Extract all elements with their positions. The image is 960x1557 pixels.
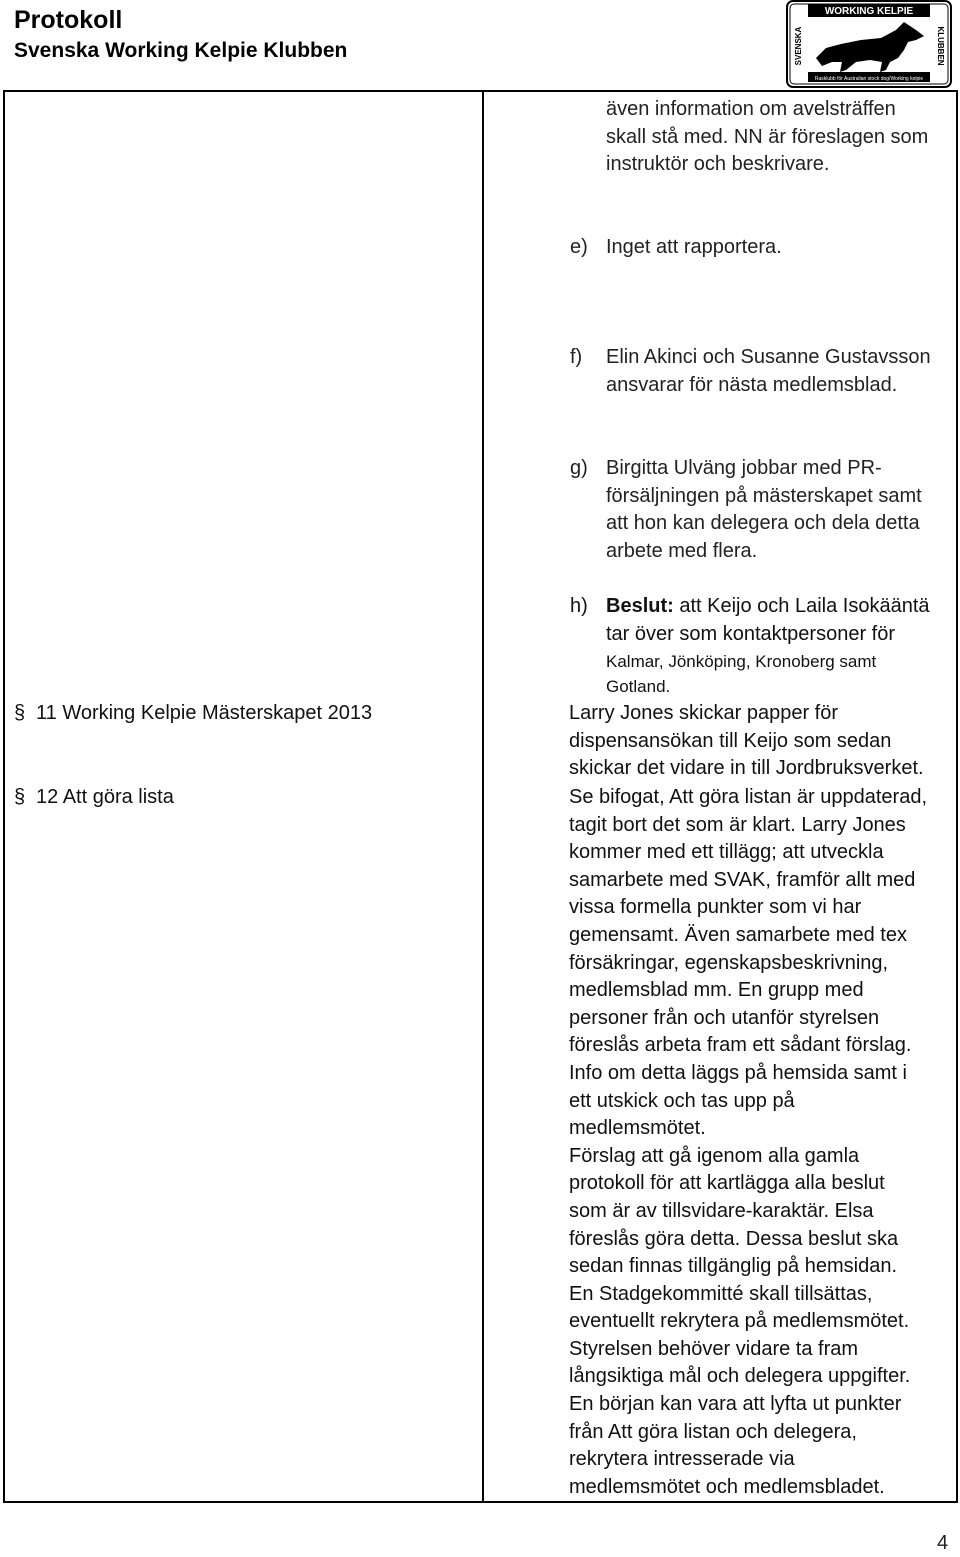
item-text-line-1: att Keijo och Laila Isokääntä [673, 595, 930, 617]
item-label: e) [570, 236, 588, 258]
item-label: f) [570, 346, 583, 368]
page-number: 4 [937, 1532, 949, 1554]
section-symbol: § [14, 702, 26, 724]
section-11-text: Larry Jones skickar papper för dispensansökan till Keijo som sedan skickar det vidare in till Jordbruksverket. [569, 702, 924, 780]
decision-label: Beslut: [606, 595, 674, 617]
document-title: Protokoll [14, 6, 123, 34]
logo-right-text: KLUBBEN [936, 26, 945, 66]
item-text: även information om avelsträffen skall stå med. NN är föreslagen som instruktör och beskrivare. [606, 98, 929, 176]
section-12-heading [14, 784, 174, 812]
section-title: 11 Working Kelpie Mästerskapet 2013 [36, 702, 373, 724]
item-text: Inget att rapportera. [606, 236, 782, 258]
section-12-text: Se bifogat, Att göra listan är uppdaterad, tagit bort det som är klart. Larry Jones kommer med ett tillägg; att utveckla samarbete med SVAK, framför allt med vissa formella punkter som vi har gemensamt. Även samarbete med tex försäkringar, egenskapsbeskrivning, medlemsblad mm. En grupp med personer från och utanför styrelsen föreslås arbeta fram ett sådant förslag. Info om detta läggs på hemsida samt i ett utskick och tas upp på medlemsmötet. Förslag att gå igenom alla gamla protokoll för att kartlägga alla beslut som är av tillsvidare-karaktär. Elsa föreslås göra detta. Dessa beslut ska sedan finnas tillgänglig på hemsidan. En Stadgekommitté skall tillsättas, eventuellt rekrytera på medlemsmötet. Styrelsen behöver vidare ta fram långsiktiga mål och delegera uppgifter. En början kan vara att lyfta ut punkter från Att göra listan och delegera, rekrytera intresserade via medlemsmötet och medlemsbladet. [569, 786, 928, 1498]
section-11-heading [14, 700, 372, 728]
logo-bottom-text: Rasklubb för Australian stock dog/Working kelpie [814, 76, 924, 82]
item-text-line-4: Gotland. [606, 677, 671, 697]
item-label: g) [570, 457, 588, 479]
table-column-divider [482, 90, 484, 1503]
club-logo [786, 0, 952, 88]
logo-left-text: SVENSKA [794, 26, 803, 66]
item-text: Elin Akinci och Susanne Gustavsson ansvarar för nästa medlemsblad. [606, 346, 931, 396]
section-title: 12 Att göra lista [36, 786, 174, 808]
item-text-line-2: tar över som kontaktpersoner för [606, 622, 896, 645]
club-name: Svenska Working Kelpie Klubben [14, 39, 348, 62]
item-label: h) [570, 595, 588, 617]
item-text: Birgitta Ulväng jobbar med PR- försäljningen på mästerskapet samt att hon kan delegera och dela detta arbete med flera. [606, 457, 922, 562]
section-symbol: § [14, 786, 26, 808]
logo-top-text: WORKING KELPIE [824, 6, 914, 17]
item-text-line-3: Kalmar, Jönköping, Kronoberg samt [606, 652, 877, 672]
